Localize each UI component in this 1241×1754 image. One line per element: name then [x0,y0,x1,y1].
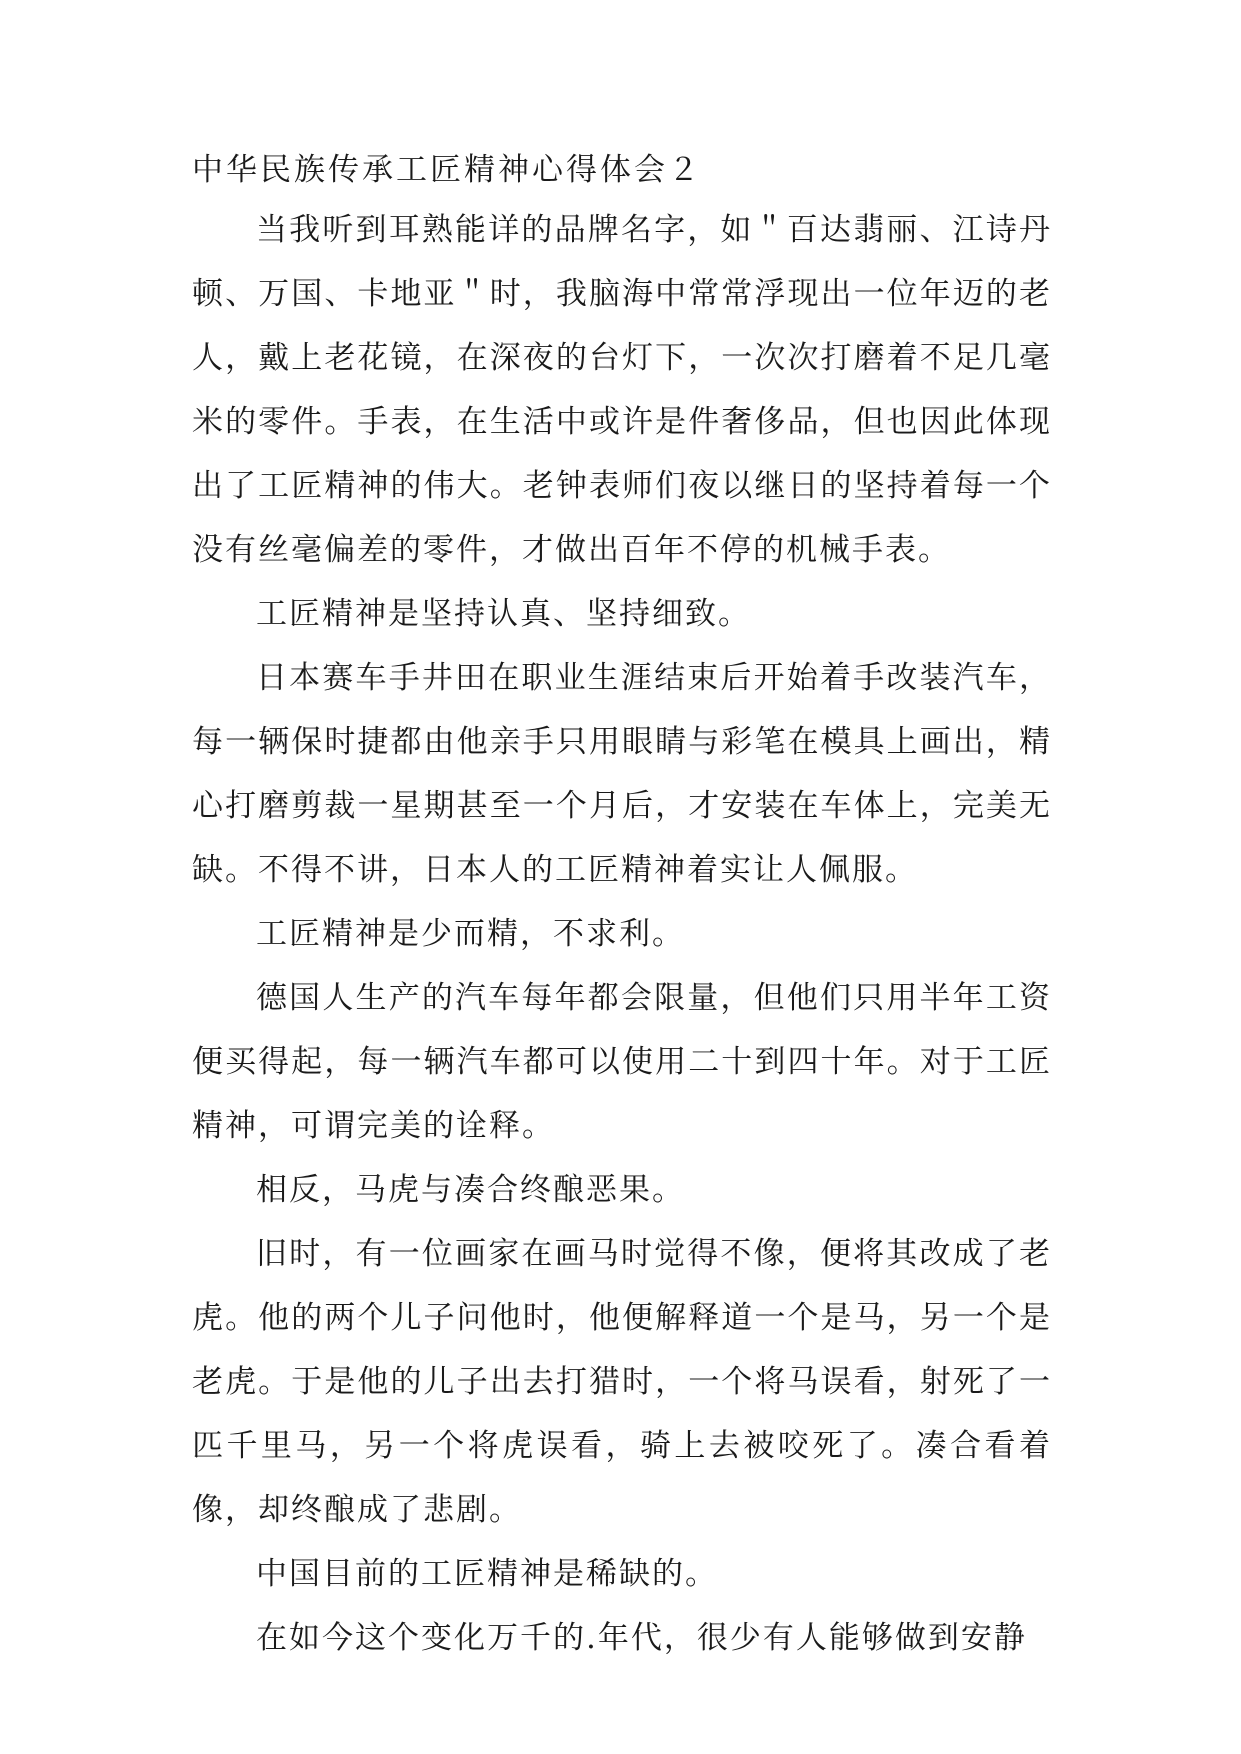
paragraph-7: 旧时，有一位画家在画马时觉得不像，便将其改成了老虎。他的两个儿子问他时，他便解释道一个是马，另一个是老虎。于是他的儿子出去打猎时，一个将马误看，射死了一匹千里马，另一个将虎误看，骑上去被咬死了。凑合看着像，却终酿成了悲剧。 [192,1236,1052,1528]
paragraph-4: 工匠精神是少而精，不求利。 [256,916,685,952]
paragraph-5: 德国人生产的汽车每年都会限量，但他们只用半年工资便买得起，每一辆汽车都可以使用二十到四十年。对于工匠精神，可谓完美的诠释。 [192,980,1052,1144]
document-title: 中华民族传承工匠精神心得体会２ [192,152,702,188]
paragraph-8: 中国目前的工匠精神是稀缺的。 [256,1556,718,1592]
paragraph-9: 在如今这个变化万千的.年代，很少有人能够做到安静 [256,1620,1027,1656]
paragraph-6: 相反，马虎与凑合终酿恶果。 [256,1172,685,1208]
paragraph-1: 当我听到耳熟能详的品牌名字，如＂百达翡丽、江诗丹顿、万国、卡地亚＂时，我脑海中常常浮现出一位年迈的老人，戴上老花镜，在深夜的台灯下，一次次打磨着不足几毫米的零件。手表，在生活中或许是件奢侈品，但也因此体现出了工匠精神的伟大。老钟表师们夜以继日的坚持着每一个没有丝毫偏差的零件，才做出百年不停的机械手表。 [192,212,1052,568]
document-page [192,150,1052,1670]
paragraph-2: 工匠精神是坚持认真、坚持细致。 [256,596,751,632]
paragraph-3: 日本赛车手井田在职业生涯结束后开始着手改装汽车，每一辆保时捷都由他亲手只用眼睛与彩笔在模具上画出，精心打磨剪裁一星期甚至一个月后，才安装在车体上，完美无缺。不得不讲，日本人的工匠精神着实让人佩服。 [192,660,1052,888]
